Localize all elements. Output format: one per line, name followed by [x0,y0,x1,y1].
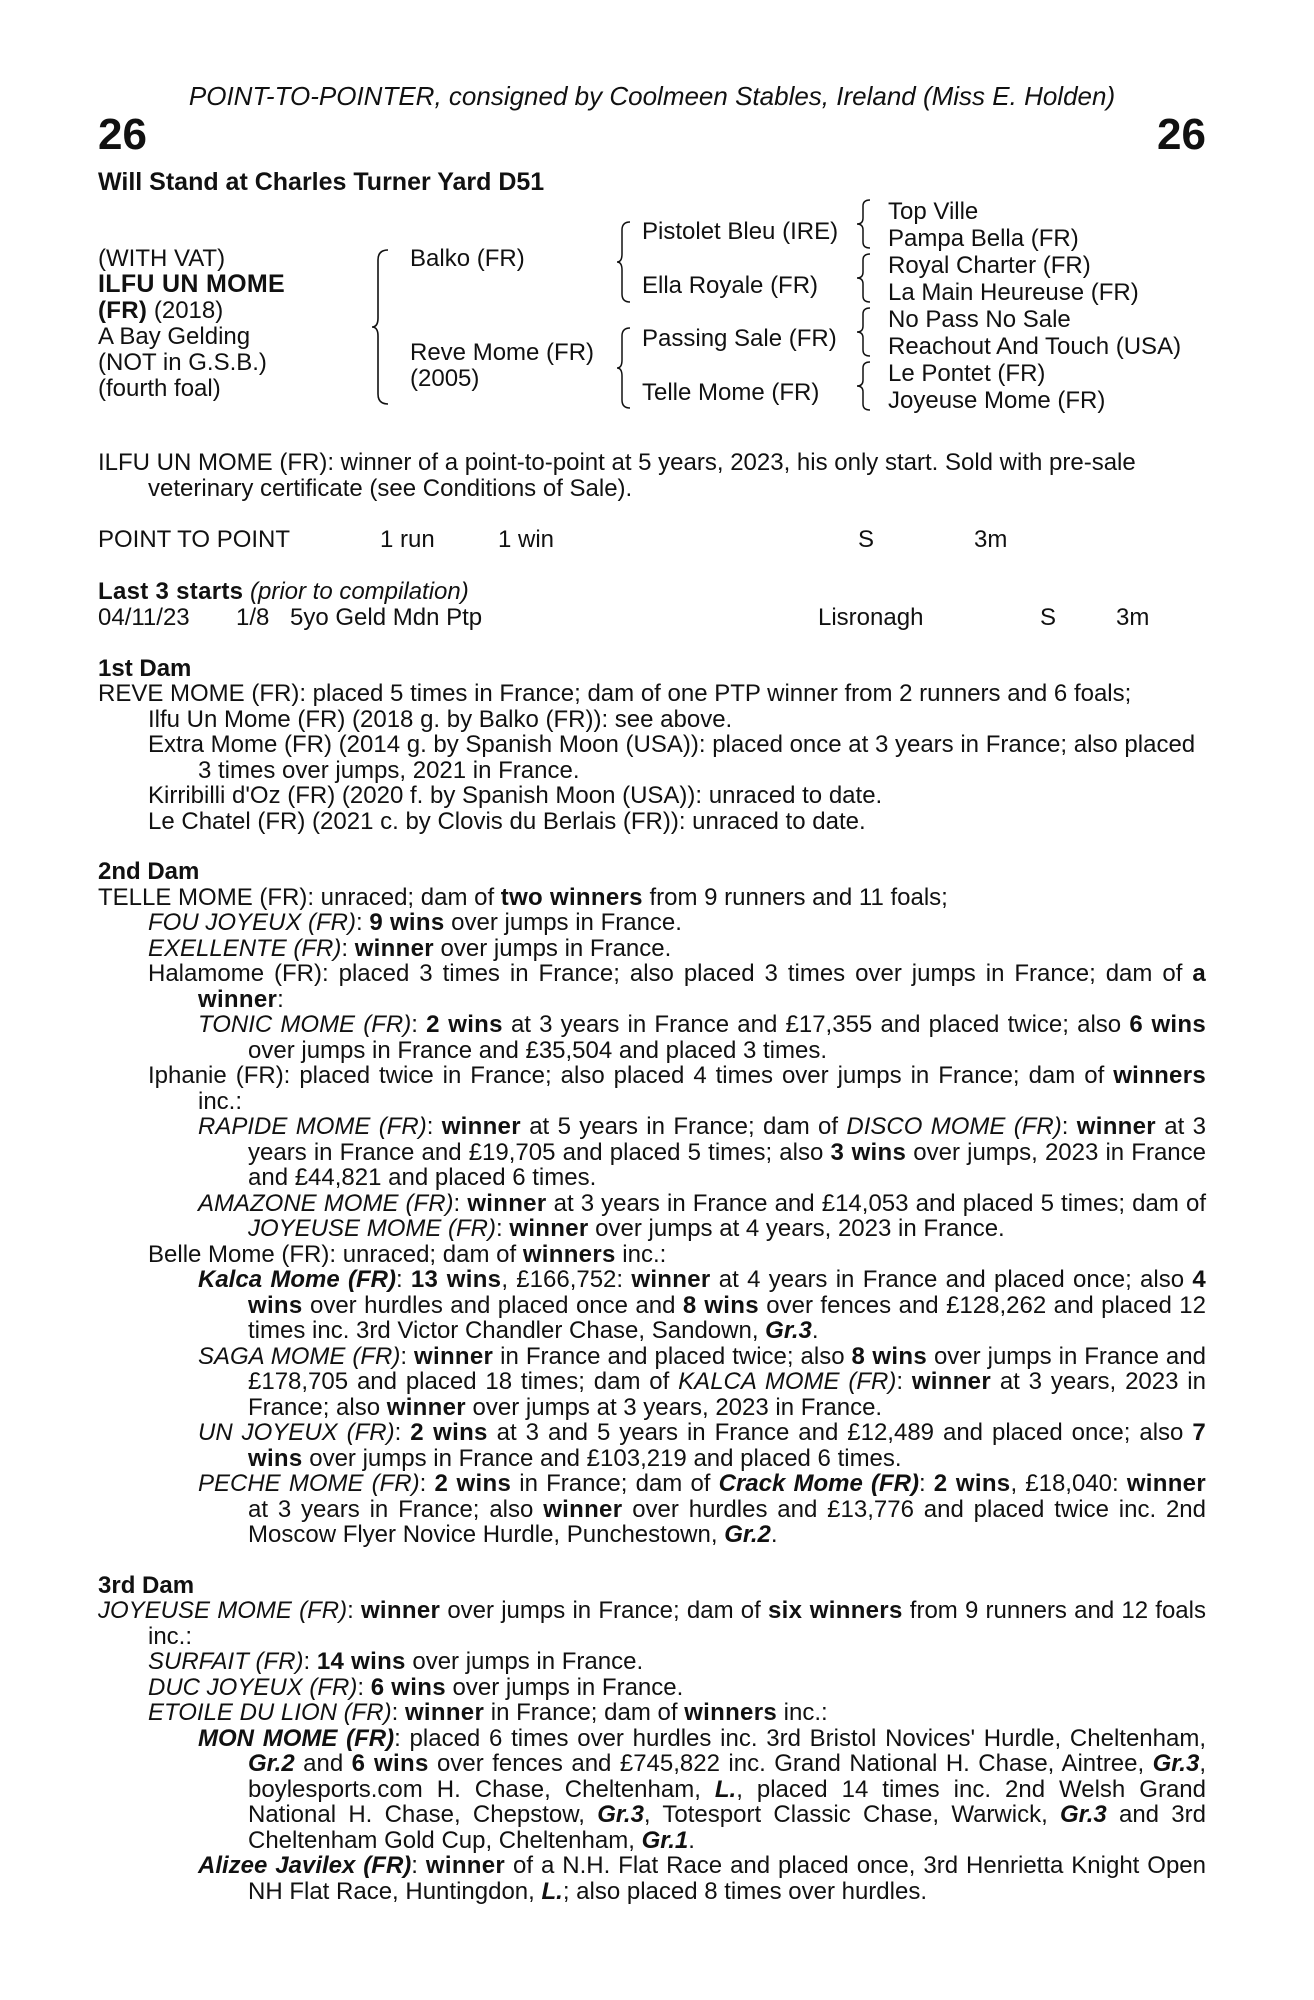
start-course: Lisronagh [818,603,924,631]
pedigree-ggp-3: Royal Charter (FR) [888,252,1091,279]
pedigree-brace-g3 [856,306,872,358]
consignor-header: POINT-TO-POINTER, consigned by Coolmeen Stables, Ireland (Miss E. Holden) [188,81,1116,111]
catalogue-page [98,80,1206,1904]
vat-note: (WITH VAT) [98,245,226,272]
amazone-mome-entry: AMAZONE MOME (FR): winner at 3 years in France and £14,053 and placed 5 times; dam of JOYEUSE MOME (FR): winner over jumps at 4 years, 2023 in France. [198,1189,1206,1242]
peche-mome-entry: PECHE MOME (FR): 2 wins in France; dam of Crack Mome (FR): 2 wins, £18,040: winner at 3 years in France; also winner over hurdles and £13,776 and placed twice inc. 2nd Moscow Flyer Novice Hurdle, Punchestown, Gr.2. [198,1470,1206,1548]
pedigree-dam-dam: Telle Mome (FR) [642,379,820,406]
lot-number-row [98,112,1206,158]
first-dam-produce-4: Le Chatel (FR) (2021 c. by Clovis du Berlais (FR)): unraced to date. [148,807,866,835]
pedigree-sire: Balko (FR) [410,245,525,272]
third-dam-main: JOYEUSE MOME (FR): winner over jumps in France; dam of six winners from 9 runners and 12 foals inc.: [98,1597,1206,1650]
pedigree-ggp-4: La Main Heureuse (FR) [888,279,1139,306]
pedigree-brace-g1 [856,198,872,250]
third-dam-section [98,1573,1206,1905]
start-date: 04/11/23 [98,603,190,631]
pedigree-ggp-2: Pampa Bella (FR) [888,225,1079,252]
pedigree-dam: Reve Mome (FR) [410,339,595,366]
tonic-mome-entry: TONIC MOME (FR): 2 wins at 3 years in France and £17,355 and placed twice; also 6 wins over jumps in France and £35,504 and placed 3 times. [198,1011,1207,1064]
lot-number-left: 26 [98,110,147,159]
saga-mome-entry: SAGA MOME (FR): winner in France and placed twice; also 8 wins over jumps in France and £178,705 and placed 18 times; dam of KALCA MOME (FR): winner at 3 years, 2023 in France; also winner over jumps at 3 years, 2023 in France. [198,1342,1206,1421]
first-dam-main: REVE MOME (FR): placed 5 times in France; dam of one PTP winner from 2 runners and 6 foals; [98,680,1132,707]
horse-name: ILFU UN MOME [98,270,285,298]
first-dam-heading: 1st Dam [98,654,192,682]
first-dam-produce-2: Extra Mome (FR) (2014 g. by Spanish Moon (USA)): placed once at 3 years in France; also placed 3 times over jumps, 2021 in France. [148,731,1196,784]
fou-joyeux-entry: FOU JOYEUX (FR): 9 wins over jumps in France. [148,909,682,936]
record-runs: 1 run [380,526,435,553]
pedigree-dam-year: (2005) [410,365,480,392]
alizee-javilex-entry: Alizee Javilex (FR): winner of a N.H. Flat Race and placed once, 3rd Henrietta Knight Open NH Flat Race, Huntingdon, L.; also placed 8 times over hurdles. [198,1852,1206,1905]
pedigree-brace-g4 [856,360,872,412]
second-dam-main: TELLE MOME (FR): unraced; dam of two winners from 9 runners and 11 foals; [98,883,948,911]
second-dam-section [98,859,1206,1548]
pedigree-ggp-7: Le Pontet (FR) [888,360,1046,387]
record-going: S [858,526,875,553]
belle-mome-entry: Belle Mome (FR): unraced; dam of winners inc.: [148,1240,667,1268]
pedigree-ggp-5: No Pass No Sale [888,306,1071,333]
start-position: 1/8 [236,603,270,631]
race-record-row [98,527,1206,553]
pedigree-ggp-1: Top Ville [888,198,979,225]
third-dam-heading: 3rd Dam [98,1571,195,1599]
etoile-du-lion-entry: ETOILE DU LION (FR): winner in France; dam of winners inc.: [148,1699,828,1726]
last-start-row [98,605,1206,631]
pedigree-brace-sire [616,220,632,304]
summary-line-2: veterinary certificate (see Conditions of Sale). [148,474,633,502]
pedigree-brace-g2 [856,252,872,304]
pedigree-brace-main [370,248,390,406]
pedigree-table [98,198,1206,428]
last-starts-heading: Last 3 starts (prior to compilation) [98,578,469,605]
start-distance: 3m [1116,603,1150,631]
summary-line-1: ILFU UN MOME (FR): winner of a point-to-point at 5 years, 2023, his only start. Sold with pre-sale [98,449,1136,476]
first-dam-produce-1: Ilfu Un Mome (FR) (2018 g. by Balko (FR)): see above. [148,705,733,733]
horse-gsb: (NOT in G.S.B.) [98,349,267,376]
mon-mome-entry: MON MOME (FR): placed 6 times over hurdles inc. 3rd Bristol Novices' Hurdle, Cheltenham, Gr.2 and 6 wins over fences and £745,822 inc. Grand National H. Chase, Aintree, Gr.3, boylesports.com H. Chase, Cheltenham, L., placed 14 times inc. 2nd Welsh Grand National H. Chase, Chepstow, Gr.3, Totesport Classic Chase, Warwick, Gr.3 and 3rd Cheltenham Gold Cup, Cheltenham, Gr.1. [198,1724,1206,1854]
kalca-mome-entry: Kalca Mome (FR): 13 wins, £166,752: winner at 4 years in France and placed once; also 4 wins over hurdles and placed once and 8 wins over fences and £128,262 and placed 12 times inc. 3rd Victor Chandler Chase, Sandown, Gr.3. [198,1266,1206,1344]
pedigree-dam-sire: Passing Sale (FR) [642,325,837,352]
horse-foal: (fourth foal) [98,375,221,402]
surfait-entry: SURFAIT (FR): 14 wins over jumps in France. [148,1648,644,1675]
lot-number-right: 26 [1157,110,1206,159]
horse-name-suffix: (FR) (2018) [98,297,224,324]
horse-sex: A Bay Gelding [98,323,251,350]
un-joyeux-entry: UN JOYEUX (FR): 2 wins at 3 and 5 years in France and £12,489 and placed once; also 7 wins over jumps in France and £103,219 and placed 6 times. [198,1419,1207,1472]
pedigree-sire-dam: Ella Royale (FR) [642,272,819,299]
pedigree-ggp-8: Joyeuse Mome (FR) [888,387,1106,414]
summary-block [98,450,1206,501]
first-dam-produce-3: Kirribilli d'Oz (FR) (2020 f. by Spanish Moon (USA)): unraced to date. [148,782,883,809]
halamome-entry: Halamome (FR): placed 3 times in France; also placed 3 times over jumps in France; dam of a winner: [148,960,1206,1013]
exellente-entry: EXELLENTE (FR): winner over jumps in France. [148,934,672,962]
duc-joyeux-entry: DUC JOYEUX (FR): 6 wins over jumps in France. [148,1673,684,1701]
record-distance: 3m [974,526,1008,553]
stand-location: Will Stand at Charles Turner Yard D51 [98,168,545,196]
start-race: 5yo Geld Mdn Ptp [290,603,483,631]
iphanie-entry: Iphanie (FR): placed twice in France; also placed 4 times over jumps in France; dam of winners inc.: [148,1062,1206,1115]
rapide-mome-entry: RAPIDE MOME (FR): winner at 5 years in France; dam of DISCO MOME (FR): winner at 3 years in France and £19,705 and placed 5 times; also 3 wins over jumps, 2023 in France and £44,821 and placed 6 times. [198,1113,1206,1191]
record-wins: 1 win [498,526,555,553]
start-going: S [1040,603,1057,631]
record-label: POINT TO POINT [98,526,291,553]
pedigree-brace-dam [616,326,632,410]
second-dam-heading: 2nd Dam [98,858,200,885]
pedigree-ggp-6: Reachout And Touch (USA) [888,333,1182,360]
pedigree-sire-sire: Pistolet Bleu (IRE) [642,218,839,245]
first-dam-section [98,656,1206,835]
